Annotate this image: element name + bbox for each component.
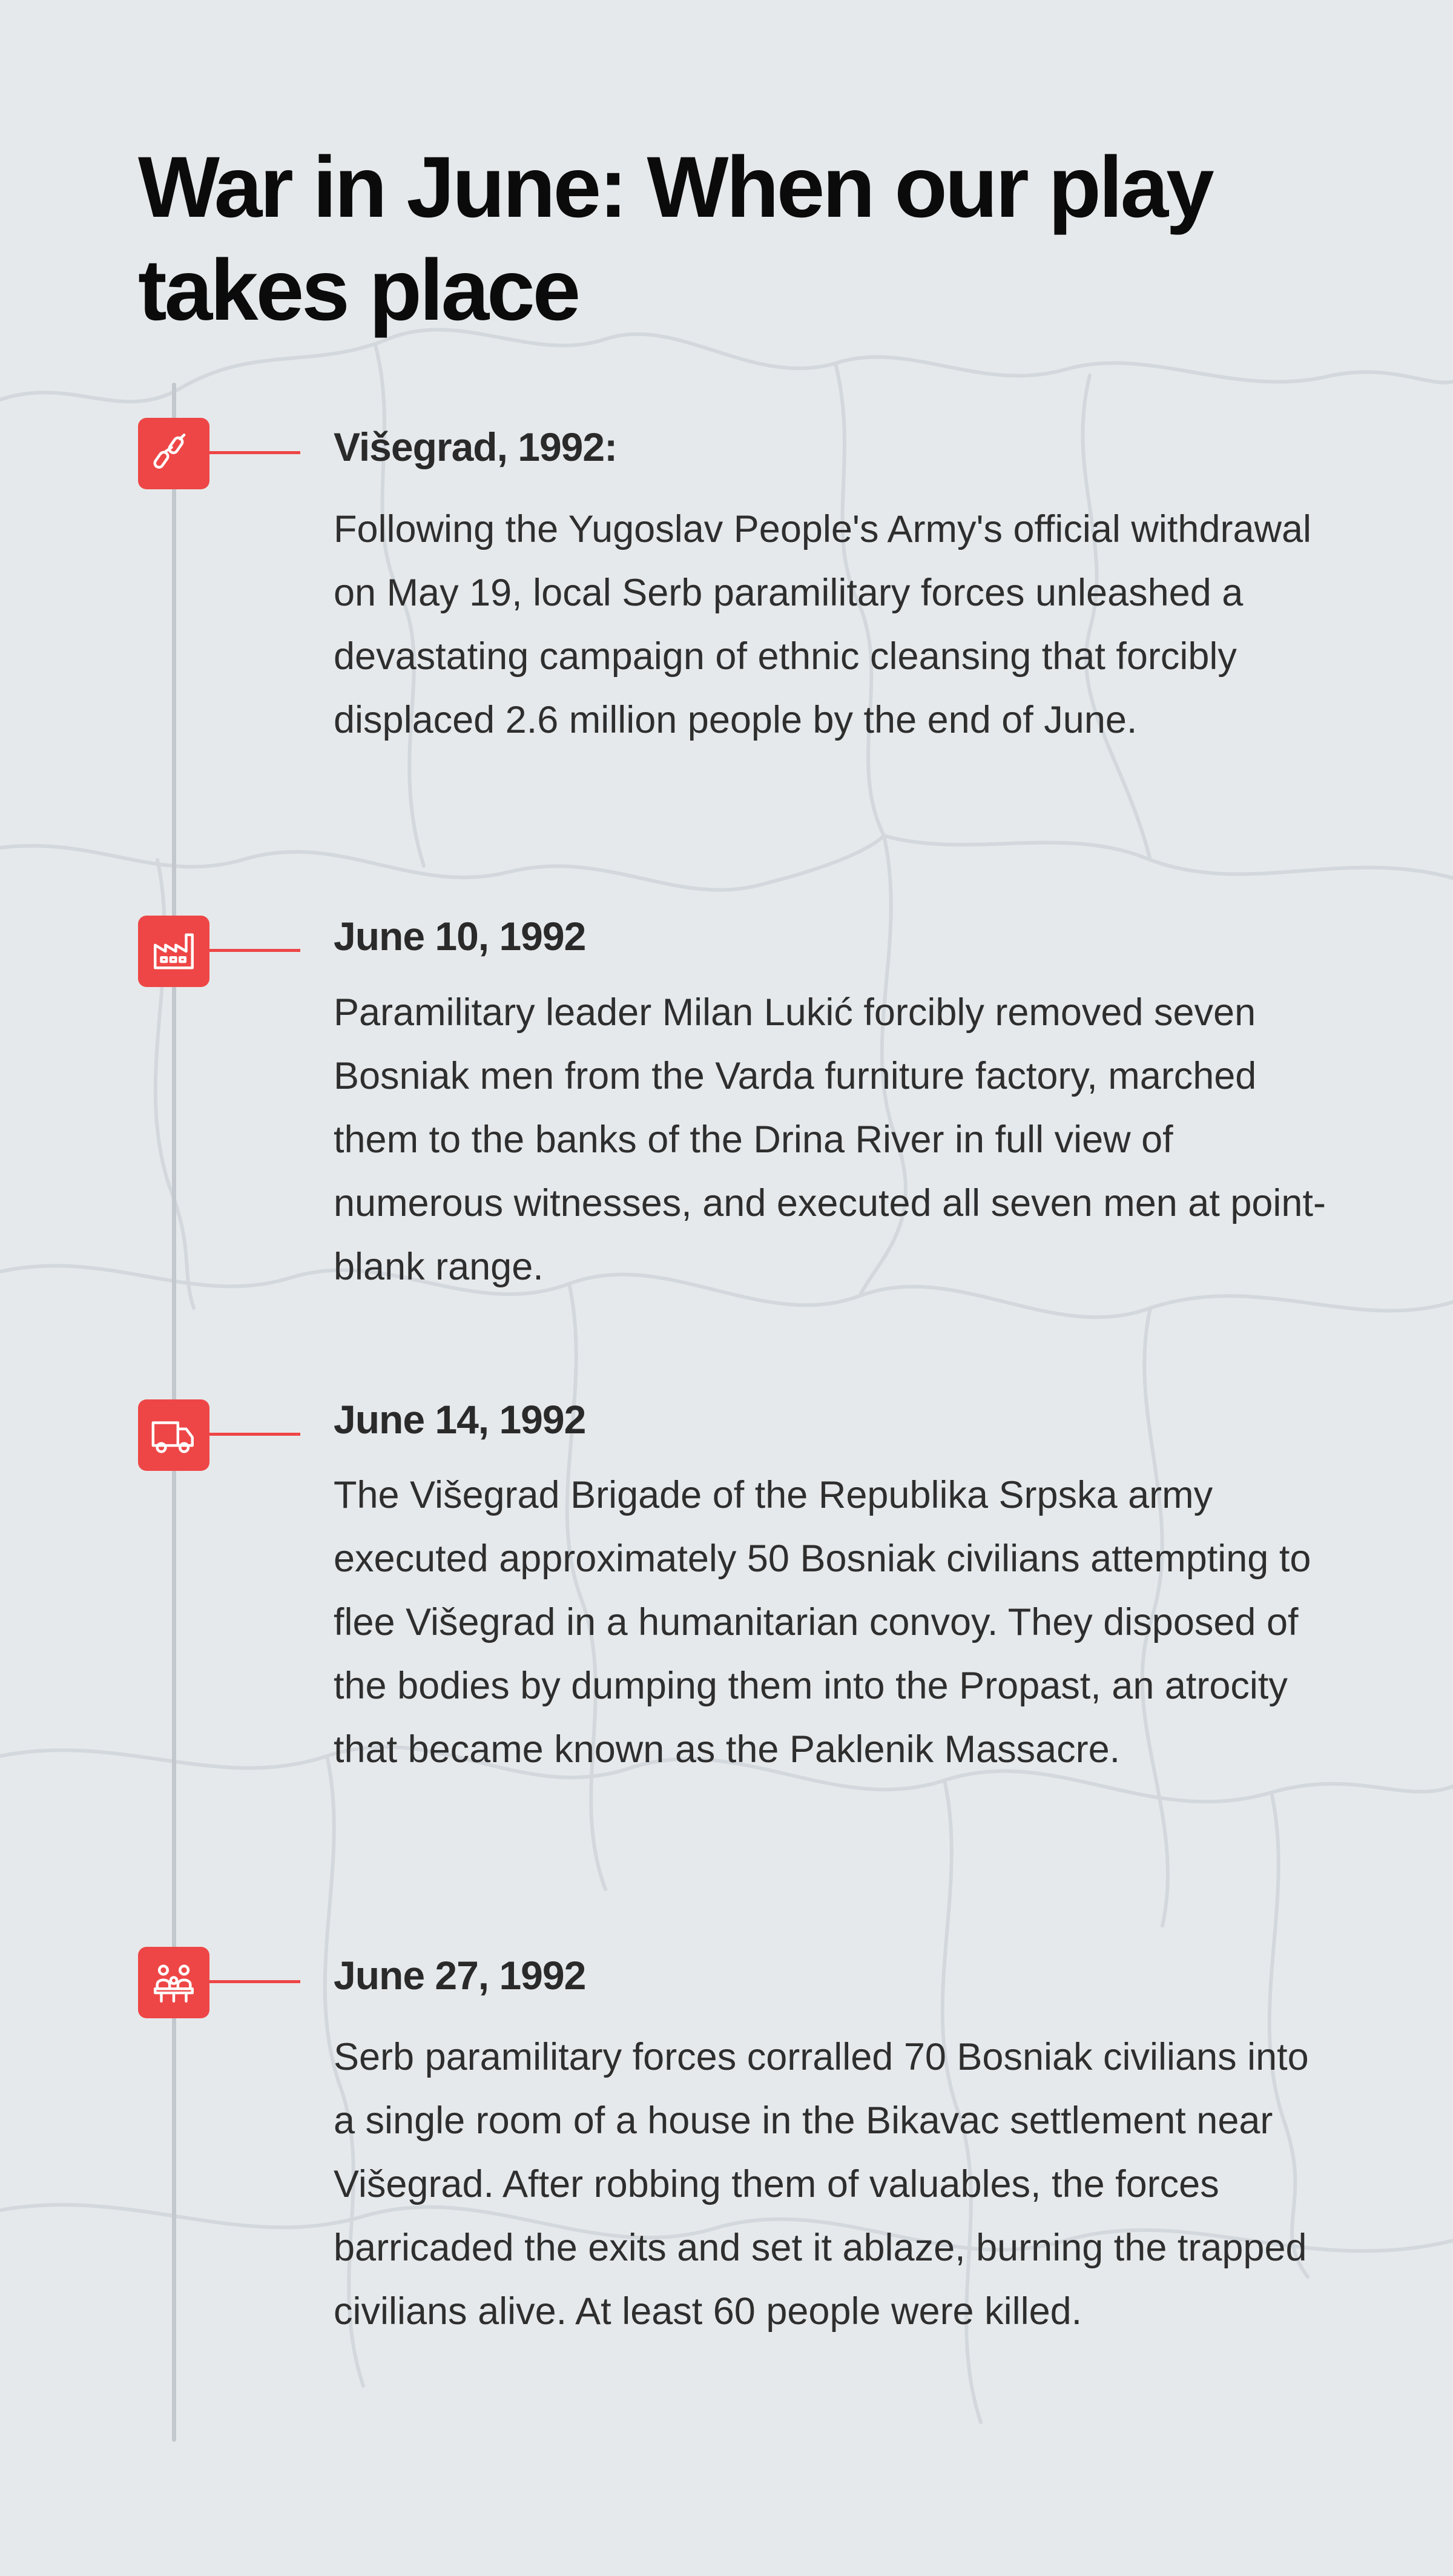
timeline-connector: [209, 949, 300, 952]
timeline-connector: [209, 451, 300, 454]
factory-icon: [138, 916, 209, 987]
event-description: Paramilitary leader Milan Lukić forcibly removed seven Bosniak men from the Varda furniture factory, marched them to the banks of the Drina River in full view of numerous witnesses, and executed all seven men at point-blank range.: [334, 991, 1326, 1288]
timeline-connector: [209, 1980, 300, 1983]
event-description: Following the Yugoslav People's Army's official withdrawal on May 19, local Serb paramilitary forces unleashed a devastating campaign of ethnic cleansing that forcibly displaced 2.6 million people by the end of June.: [334, 508, 1312, 741]
truck-icon: [138, 1399, 209, 1471]
people-group-icon: [138, 1947, 209, 2018]
event-date: Višegrad, 1992:: [334, 424, 618, 469]
event-date: June 14, 1992: [334, 1397, 586, 1442]
event-date: June 10, 1992: [334, 914, 586, 959]
event-date: June 27, 1992: [334, 1953, 586, 1998]
chain-link-icon: [138, 418, 209, 489]
event-description: Serb paramilitary forces corralled 70 Bosniak civilians into a single room of a house in the Bikavac settlement near Višegrad. After robbing them of valuables, the forces barricaded the exits and set it ablaze, burning the trapped civilians alive. At least 60 people were killed.: [334, 2036, 1309, 2333]
timeline-connector: [209, 1433, 300, 1436]
event-description: The Višegrad Brigade of the Republika Srpska army executed approximately 50 Bosniak civilians attempting to flee Višegrad in a humanitarian convoy. They disposed of the bodies by dumping them into the Propast, an atrocity that became known as the Paklenik Massacre.: [334, 1474, 1311, 1771]
page-title: War in June: When our play takes place: [138, 139, 1212, 339]
